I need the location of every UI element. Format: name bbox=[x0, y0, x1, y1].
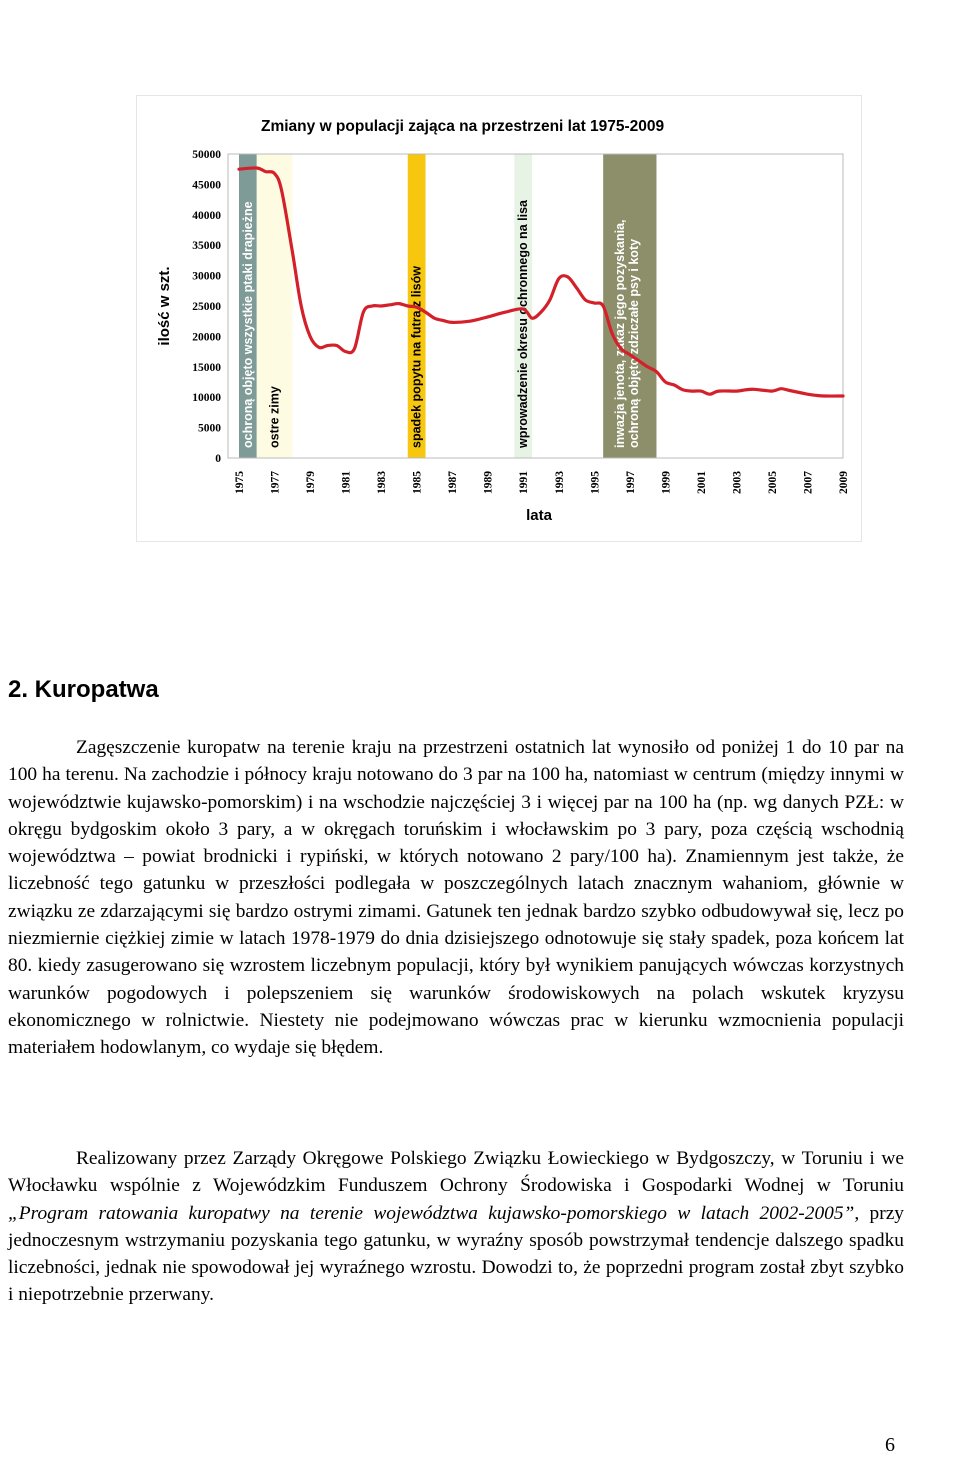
para1-line-9: bardzo ostrymi zimami. Gatunek ten jednak bardzo szybko odbudowywał się, lecz po bbox=[235, 900, 904, 922]
para2-lead: Realizowany przez Zarządy Okręgowe Polskiego Związku Łowieckiego bbox=[76, 1148, 649, 1169]
para1-line-12: wynikiem panujących wówczas korzystnych warunków pogodowych i polepszeniem się bbox=[8, 955, 904, 1004]
chart-svg bbox=[137, 96, 861, 541]
para1-line-15: hodowlanym, co wydaje się błędem. bbox=[100, 1037, 384, 1059]
para1-line-3: na 100 ha, natomiast w centrum (między innymi w województwie kujawsko-pomorskim) bbox=[8, 764, 904, 813]
x-tick-label: 1993 bbox=[553, 471, 566, 494]
para1-line-8: w poszczególnych latach znacznym wahaniom, głównie w związku ze zdarzającymi się bbox=[8, 873, 904, 922]
x-tick-label: 1999 bbox=[660, 471, 673, 494]
para1-line-14: Niestety nie podejmowano wówczas prac w kierunku wzmocnienia populacji materiałem bbox=[8, 1009, 904, 1059]
x-tick-label: 2003 bbox=[731, 471, 744, 494]
y-tick-label: 15000 bbox=[192, 361, 221, 374]
y-tick-label: 35000 bbox=[192, 240, 221, 253]
para2-line-3: Środowiska i Gospodarki Wodnej w Toruniu bbox=[520, 1175, 904, 1197]
x-tick-label: 2009 bbox=[838, 471, 850, 494]
x-tick-label: 1975 bbox=[234, 471, 246, 494]
band-labels bbox=[241, 199, 641, 449]
para1-line-5: bydgoskim około 3 pary, a w okręgach toruńskim i włocławskim po 3 pary, poza częścią bbox=[70, 818, 813, 840]
x-tick-label: 1983 bbox=[376, 471, 389, 494]
y-tick-label: 0 bbox=[215, 453, 221, 465]
chart-title: Zmiany w populacji zająca na przestrzeni lat 1975-2009 bbox=[261, 118, 665, 135]
event-band-label-4: wprowadzenie okresu ochronnego na lisa bbox=[516, 200, 531, 448]
y-tick-label: 5000 bbox=[198, 422, 221, 435]
para1-line-2: od poniżej 1 do 10 par na 100 ha terenu. Na zachodzie i północy kraju notowano do 3 par bbox=[8, 737, 904, 786]
y-axis-title: ilość w szt. bbox=[156, 266, 173, 346]
paragraph-1 bbox=[8, 734, 904, 1062]
para1-line-7: Znamiennym jest także, że liczebność tego gatunku w przeszłości podlegała bbox=[8, 846, 904, 895]
page-number: 6 bbox=[885, 1434, 895, 1456]
para1-line-1: Zagęszczenie kuropatw na terenie kraju na przestrzeni ostatnich lat wynosiło bbox=[76, 737, 689, 758]
x-tick-label: 1985 bbox=[411, 471, 424, 494]
population-chart bbox=[136, 95, 862, 542]
x-tick-label: 1981 bbox=[340, 471, 353, 494]
x-tick-label: 2005 bbox=[766, 471, 779, 494]
y-tick-labels bbox=[192, 149, 221, 465]
series-line bbox=[239, 168, 843, 396]
para1-line-10: niezmiernie ciężkiej zimie w latach 1978-1979 do dnia dzisiejszego odnotowuje się stały bbox=[8, 928, 706, 950]
para1-line-6: wschodnią województwa – powiat brodnicki i rypiński, w których notowano 2 pary/100 ha). bbox=[8, 818, 904, 868]
y-tick-label: 20000 bbox=[192, 331, 221, 344]
para2-line-7: program został zbyt szybko i niepotrzebnie przerwany. bbox=[8, 1257, 905, 1306]
para2-line-6: liczebności, jednak nie spowodował jej wyraźnego wzrostu. Dowodzi to, że poprzedni bbox=[8, 1257, 684, 1279]
event-band-label-5: inwazja jenota, zakaz jego pozyskania,ochroną objęto zdziczałe psy i koty bbox=[612, 219, 641, 448]
y-tick-label: 10000 bbox=[192, 392, 221, 405]
para2-line-2: w Bydgoszczy, w Toruniu i we Włocławku wspólnie z Wojewódzkim Funduszem Ochrony bbox=[8, 1148, 904, 1197]
plot-area-frame bbox=[228, 154, 843, 458]
x-tick-label: 1991 bbox=[518, 471, 531, 494]
x-tick-label: 2001 bbox=[695, 471, 708, 494]
y-tick-label: 45000 bbox=[192, 179, 221, 192]
event-band-label-1: ochroną objęto wszystkie ptaki drapieżne bbox=[240, 201, 255, 448]
event-band-label-3: spadek popytu na futra z lisów bbox=[409, 266, 424, 448]
x-axis-title: lata bbox=[526, 507, 552, 524]
x-tick-label: 1977 bbox=[269, 471, 282, 494]
y-tick-label: 50000 bbox=[192, 149, 221, 161]
x-tick-label: 1979 bbox=[305, 471, 318, 494]
para2-line-5: pozyskania tego gatunku, w wyraźny sposób powstrzymał tendencje dalszego spadku bbox=[230, 1229, 904, 1251]
x-tick-labels bbox=[234, 471, 850, 494]
x-tick-label: 2007 bbox=[802, 471, 815, 494]
y-tick-label: 40000 bbox=[192, 209, 221, 222]
y-tick-label: 25000 bbox=[192, 301, 221, 313]
x-tick-label: 1997 bbox=[624, 471, 637, 494]
event-band-label-2: ostre zimy bbox=[267, 386, 282, 448]
paragraph-2 bbox=[8, 1145, 904, 1309]
para1-line-4: i na wschodzie najczęściej 3 i więcej par na 100 ha (np. wg danych PZŁ: w okręgu bbox=[8, 791, 904, 840]
x-tick-label: 1995 bbox=[589, 471, 602, 494]
program-title-part-1: „Program ratowania kuropatwy na terenie bbox=[8, 1202, 363, 1224]
y-tick-label: 30000 bbox=[192, 270, 221, 283]
para1-line-13: warunków środowiskowych na polach wskutek kryzysu ekonomicznego w rolnictwie. bbox=[8, 982, 905, 1031]
para1-line-11: spadek, poza końcem lat 80. kiedy zasugerowano się wzrostem liczebnym populacji, który był bbox=[8, 928, 904, 977]
section-heading: 2. Kuropatwa bbox=[8, 676, 159, 703]
program-title-part-2: województwa kujawsko-pomorskiego w latach 2002-2005” bbox=[373, 1202, 855, 1224]
para2-line-4-end: , przy jednoczesnym wstrzymaniu bbox=[8, 1202, 904, 1251]
x-tick-label: 1987 bbox=[447, 471, 460, 494]
x-tick-label: 1989 bbox=[482, 471, 495, 494]
